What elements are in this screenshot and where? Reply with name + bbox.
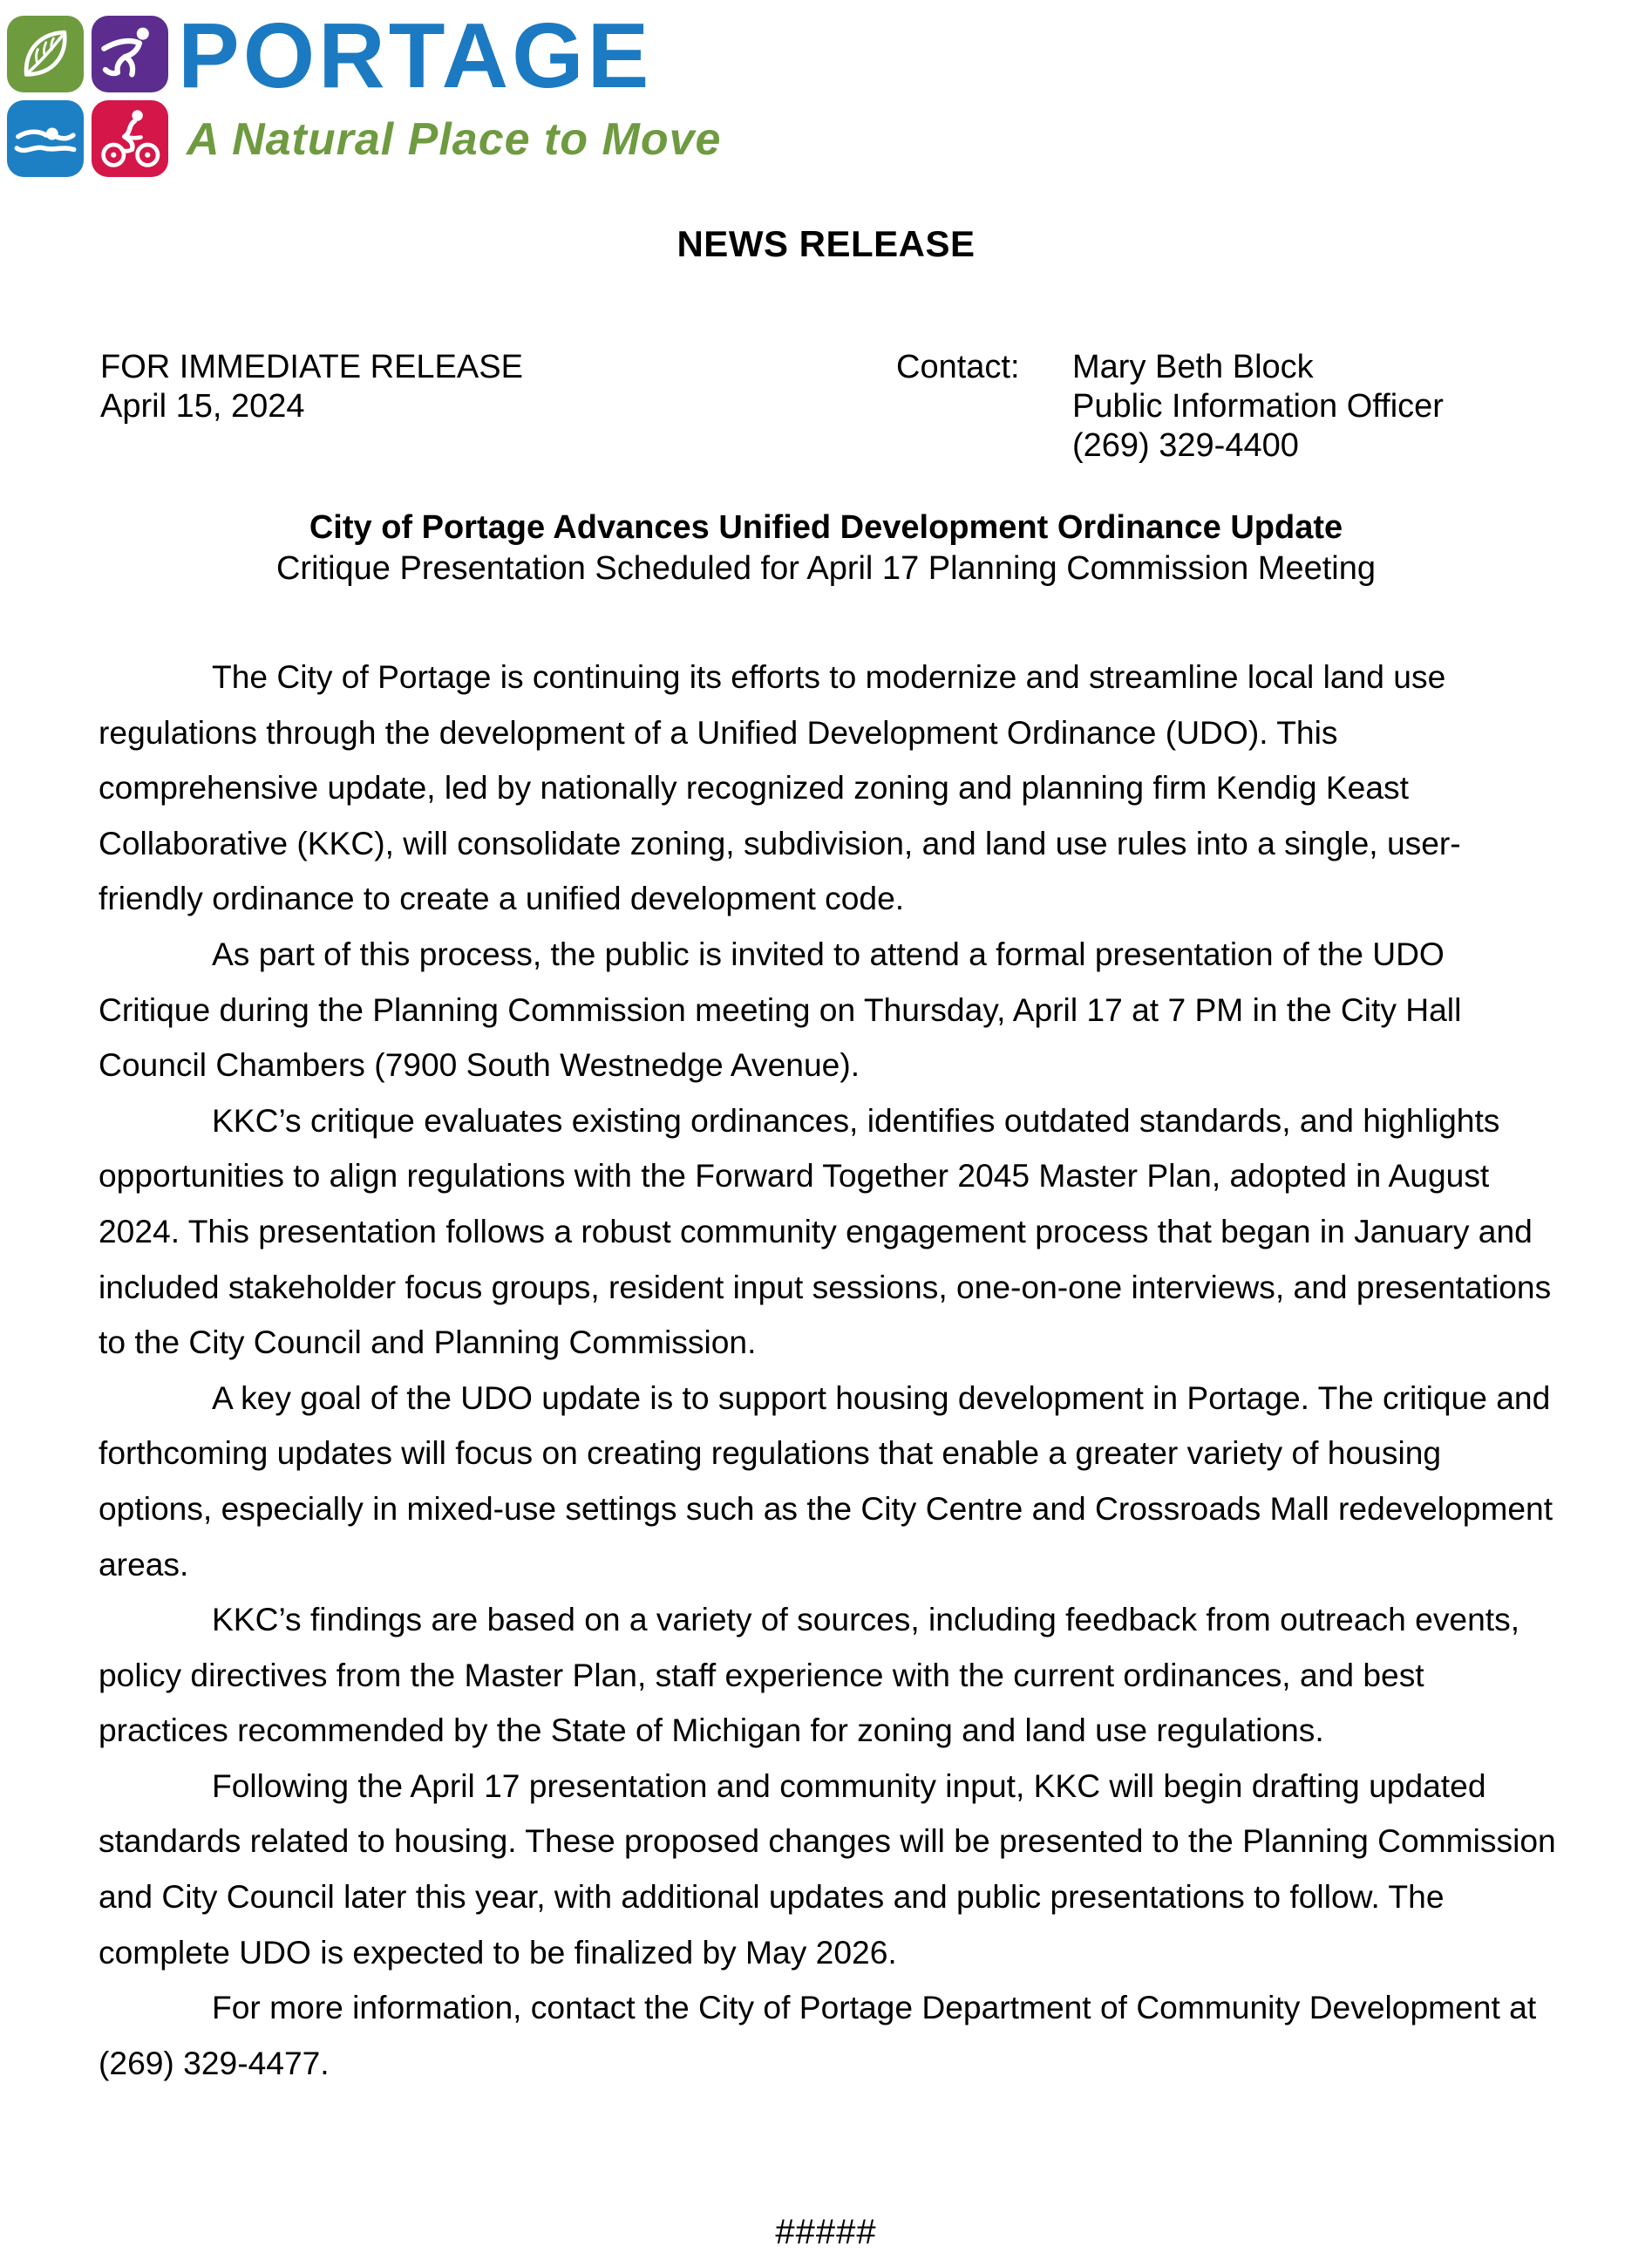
headline-subtitle: Critique Presentation Scheduled for April 17 Planning Commission Meeting	[275, 550, 1376, 587]
brand-wordmark: PORTAGE	[178, 4, 653, 107]
body-paragraph: As part of this process, the public is invited to attend a formal presentation of the UDO Critique during the Planning Commission meeting on Thursday, April 17 at 7 PM in the City Hall Council Chambers (7900 South Westnedge Avenue).	[99, 935, 1462, 1084]
release-date: April 15, 2024	[100, 388, 305, 425]
runner-tile	[92, 16, 168, 92]
for-immediate-release-label: FOR IMMEDIATE RELEASE	[100, 349, 523, 385]
body-paragraph: For more information, contact the City of Portage Department of Community Development at (269) 329-4477.	[99, 1989, 1537, 2081]
swimmer-tile	[7, 100, 84, 177]
doc-type-heading: NEWS RELEASE	[676, 223, 976, 264]
leaf-tile	[7, 16, 84, 92]
headline-block	[0, 507, 1652, 589]
end-mark: #####	[775, 2213, 877, 2251]
body-paragraph: KKC’s findings are based on a variety of sources, including feedback from outreach events, policy directives from the Master Plan, staff experience with the current ordinances, and best practices recommended by the State of Michigan for zoning and land use regulations.	[99, 1601, 1520, 1749]
release-block	[100, 348, 523, 426]
body-paragraph: KKC’s critique evaluates existing ordinances, identifies outdated standards, and highlights opportunities to align regulations with the Forward Together 2045 Master Plan, adopted in August 2024. This presentation follows a robust community engagement process that began in January and included stakeholder focus groups, resident input sessions, one-on-one interviews, and presentations to the City Council and Planning Commission.	[99, 1101, 1552, 1361]
leaf-icon	[11, 20, 79, 88]
cyclist-tile	[92, 100, 168, 177]
contact-name: Mary Beth Block	[1072, 349, 1314, 385]
swimmer-icon	[11, 105, 79, 173]
runner-icon	[96, 20, 164, 88]
contact-title: Public Information Officer	[1072, 388, 1444, 425]
contact-label: Contact:	[896, 349, 1020, 385]
brand-tagline: A Natural Place to Move	[187, 114, 722, 165]
body-paragraph: A key goal of the UDO update is to support housing development in Portage. The critique and forthcoming updates will focus on creating regulations that enable a greater variety of housing options, especially in mixed-use settings such as the City Centre and Crossroads Mall redevelopment areas.	[99, 1379, 1553, 1583]
contact-block	[1072, 348, 1444, 466]
body-text	[99, 650, 1561, 2091]
body-paragraph: Following the April 17 presentation and community input, KKC will begin drafting updated standards related to housing. These proposed changes will be presented to the Planning Commission and City Council later this year, with additional updates and public presentations to follow. The complete UDO is expected to be finalized by May 2026.	[99, 1767, 1556, 1971]
headline-title: City of Portage Advances Unified Development Ordinance Update	[309, 509, 1343, 546]
logo-tile-grid	[7, 16, 168, 177]
contact-phone: (269) 329-4400	[1072, 427, 1299, 464]
body-paragraph: The City of Portage is continuing its efforts to modernize and streamline local land use regulations through the development of a Unified Development Ordinance (UDO). This comprehensive update, led by nationally recognized zoning and planning firm Kendig Keast Collaborative (KKC), will consolidate zoning, subdivision, and land use rules into a single, user-friendly ordinance to create a unified development code.	[99, 658, 1461, 917]
cyclist-icon	[96, 105, 164, 173]
